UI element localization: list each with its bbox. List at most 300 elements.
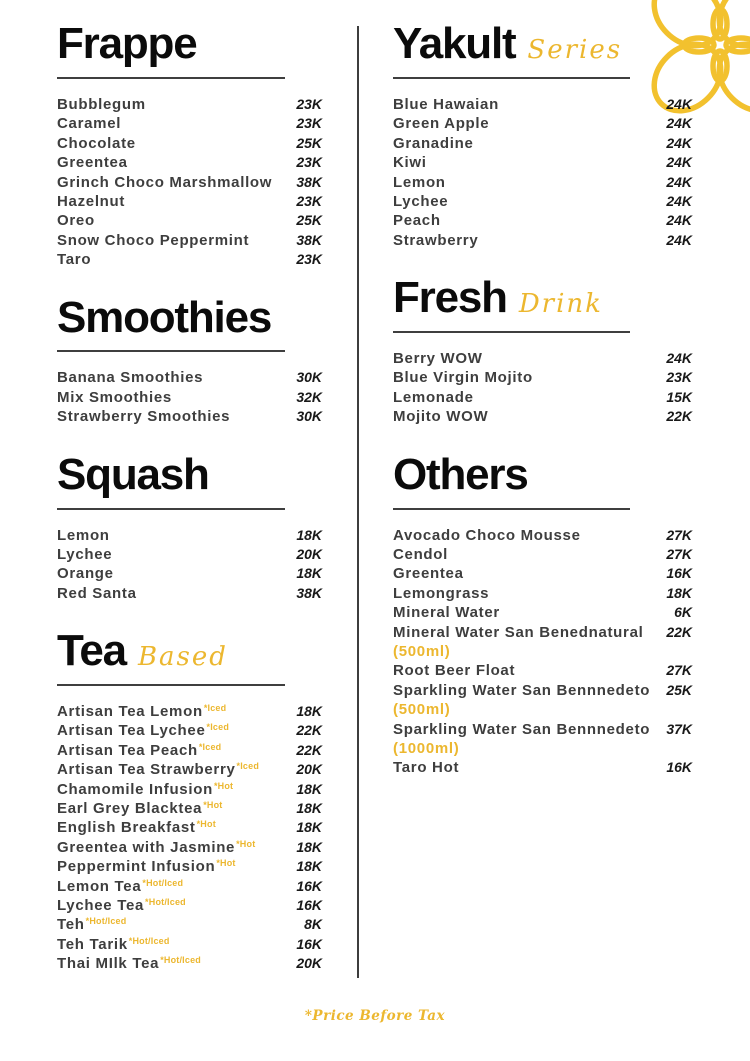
item-price: 22K bbox=[666, 408, 692, 425]
item-variant-tag: *Hot/Iced bbox=[145, 897, 186, 908]
item-name: Lemongrass bbox=[393, 584, 490, 602]
item-price: 6K bbox=[674, 604, 692, 621]
item-name-line bbox=[393, 564, 658, 583]
item-price: 16K bbox=[296, 897, 322, 914]
item-name: Berry WOW bbox=[393, 350, 483, 367]
item-name: Artisan Tea Peach bbox=[57, 741, 198, 759]
menu-list bbox=[57, 368, 322, 426]
item-price: 24K bbox=[666, 212, 692, 229]
item-price: 24K bbox=[666, 95, 692, 112]
section-title-text: Frappe bbox=[57, 19, 197, 68]
item-name-line bbox=[57, 211, 288, 230]
item-name-line bbox=[393, 349, 658, 368]
item-text bbox=[57, 760, 288, 779]
menu-item-row bbox=[57, 838, 322, 857]
item-name: Cendol bbox=[393, 545, 449, 563]
item-text bbox=[57, 192, 288, 211]
item-name: English Breakfast bbox=[57, 819, 196, 837]
section-subtitle-text: Based bbox=[137, 642, 228, 673]
item-text bbox=[57, 368, 288, 387]
section-subtitle-text: Series bbox=[527, 35, 623, 65]
item-text bbox=[393, 661, 658, 680]
menu-item-row bbox=[57, 799, 322, 818]
item-name-line bbox=[57, 915, 296, 934]
item-name-line bbox=[57, 368, 288, 387]
item-price: 23K bbox=[666, 369, 692, 386]
item-name: Hazelnut bbox=[57, 192, 126, 210]
item-name: Greentea bbox=[393, 565, 464, 583]
item-name-line bbox=[57, 173, 288, 192]
menu-item-row bbox=[393, 526, 692, 545]
menu-item-row bbox=[393, 114, 692, 133]
menu-item-row bbox=[57, 173, 322, 192]
menu-item-row bbox=[393, 95, 692, 114]
section-title-text: Smoothies bbox=[57, 292, 272, 342]
menu-item-row bbox=[393, 720, 692, 759]
item-text bbox=[393, 603, 666, 622]
section-title-text: Tea bbox=[57, 626, 126, 676]
section-title-text: Squash bbox=[57, 449, 209, 499]
item-name: Chamomile Infusion bbox=[57, 780, 213, 798]
item-variant-tag: *Hot bbox=[213, 780, 234, 791]
menu-item-row bbox=[57, 192, 322, 211]
item-name-line bbox=[57, 702, 288, 721]
item-name: Mojito WOW bbox=[393, 408, 489, 426]
item-price: 25K bbox=[296, 212, 322, 229]
item-text bbox=[393, 173, 658, 192]
item-name-line bbox=[393, 526, 658, 545]
item-text bbox=[57, 780, 288, 799]
item-name: Mix Smoothies bbox=[57, 388, 172, 406]
section-underline bbox=[393, 331, 630, 333]
item-text bbox=[57, 545, 288, 564]
item-text bbox=[57, 702, 288, 721]
item-name-line bbox=[57, 838, 288, 857]
item-name: Taro Hot bbox=[393, 759, 460, 777]
menu-item-row bbox=[393, 134, 692, 153]
item-text bbox=[57, 250, 288, 269]
menu-item-row bbox=[57, 95, 322, 114]
item-price: 18K bbox=[296, 838, 322, 855]
item-price: 22K bbox=[296, 722, 322, 739]
menu-item-row bbox=[57, 721, 322, 740]
section-underline bbox=[57, 350, 285, 352]
item-name-line bbox=[393, 211, 658, 230]
menu-item-row bbox=[393, 192, 692, 211]
item-name-line bbox=[393, 661, 658, 680]
item-price: 18K bbox=[296, 565, 322, 582]
item-text bbox=[57, 231, 288, 250]
item-price: 18K bbox=[296, 858, 322, 875]
item-name: Lemon bbox=[393, 173, 446, 191]
item-name-line bbox=[393, 95, 658, 114]
item-name: Earl Grey Blacktea bbox=[57, 800, 203, 818]
item-name: Greentea with Jasmine bbox=[57, 838, 236, 856]
item-name-line bbox=[393, 231, 658, 250]
item-price: 20K bbox=[296, 545, 322, 562]
item-name: Thai MIlk Tea bbox=[57, 955, 160, 973]
item-text bbox=[393, 349, 658, 368]
item-name: Blue Hawaian bbox=[393, 95, 499, 113]
item-price: 23K bbox=[296, 95, 322, 112]
item-name: Lemon bbox=[57, 526, 110, 544]
menu-list bbox=[57, 702, 322, 974]
item-text bbox=[393, 134, 658, 153]
section-title-text: Others bbox=[393, 449, 528, 499]
item-text bbox=[57, 95, 288, 114]
item-name-line bbox=[57, 153, 288, 172]
item-text bbox=[57, 799, 288, 818]
item-name-line bbox=[393, 407, 658, 426]
section-frappe bbox=[57, 19, 322, 270]
section-underline bbox=[393, 508, 630, 510]
item-price: 24K bbox=[666, 115, 692, 132]
item-name-line bbox=[393, 681, 658, 700]
item-text bbox=[57, 741, 288, 760]
item-variant-tag: *Hot bbox=[196, 819, 216, 830]
menu-item-row bbox=[393, 758, 692, 777]
item-name: Red Santa bbox=[57, 584, 137, 602]
menu-item-row bbox=[57, 564, 322, 583]
section-smoothies bbox=[57, 292, 322, 427]
menu-item-row bbox=[57, 702, 322, 721]
section-heading bbox=[57, 626, 322, 676]
item-name: Lychee bbox=[57, 545, 113, 563]
item-name: Teh bbox=[57, 916, 85, 934]
item-name-line bbox=[57, 545, 288, 564]
item-text bbox=[57, 954, 288, 973]
item-name-line bbox=[57, 134, 288, 153]
menu-item-row bbox=[57, 954, 322, 973]
item-variant-tag: *Hot bbox=[236, 838, 256, 849]
item-name: Oreo bbox=[57, 212, 95, 230]
item-text bbox=[57, 564, 288, 583]
section-title-text: Yakult bbox=[393, 19, 516, 68]
item-name: Lemon Tea bbox=[57, 877, 142, 895]
menu-item-row bbox=[57, 231, 322, 250]
item-name: Strawberry Smoothies bbox=[57, 408, 231, 426]
item-variant-tag: *Iced bbox=[198, 741, 222, 752]
item-text bbox=[393, 758, 658, 777]
item-size-note: (500ml) bbox=[393, 701, 451, 719]
menu-item-row bbox=[393, 368, 692, 387]
item-name: Peppermint Infusion bbox=[57, 858, 216, 876]
item-name-line bbox=[393, 758, 658, 777]
item-name: Sparkling Water San Bennnedeto bbox=[393, 681, 651, 699]
item-variant-tag: *Hot bbox=[203, 800, 223, 811]
section-underline bbox=[57, 508, 285, 510]
item-name-line bbox=[393, 153, 658, 172]
item-price: 23K bbox=[296, 251, 322, 268]
item-name: Avocado Choco Mousse bbox=[393, 526, 581, 544]
item-name-line bbox=[393, 388, 658, 407]
item-name-line bbox=[57, 114, 288, 133]
item-text bbox=[393, 368, 658, 387]
section-underline bbox=[57, 77, 285, 79]
item-variant-tag: *Hot/Iced bbox=[128, 935, 170, 946]
item-name-line bbox=[393, 584, 658, 603]
section-others bbox=[393, 449, 692, 778]
item-price: 16K bbox=[666, 565, 692, 582]
item-name-line bbox=[57, 231, 288, 250]
menu-list bbox=[393, 349, 692, 427]
item-price: 24K bbox=[666, 192, 692, 209]
item-text bbox=[393, 95, 658, 114]
item-price: 20K bbox=[296, 955, 322, 972]
menu-item-row bbox=[393, 388, 692, 407]
item-text bbox=[57, 526, 288, 545]
item-name-line bbox=[57, 857, 288, 876]
item-text bbox=[57, 896, 288, 915]
menu-item-row bbox=[57, 935, 322, 954]
item-price: 18K bbox=[666, 584, 692, 601]
item-name: Root Beer Float bbox=[393, 662, 516, 680]
item-name-line bbox=[57, 760, 288, 779]
section-squash bbox=[57, 449, 322, 604]
item-name: Lychee Tea bbox=[57, 897, 145, 915]
item-price: 38K bbox=[296, 584, 322, 601]
menu-item-row bbox=[57, 134, 322, 153]
item-name-line bbox=[393, 623, 658, 642]
menu-list bbox=[393, 95, 692, 250]
item-name-line bbox=[57, 818, 288, 837]
item-variant-tag: *Hot bbox=[216, 858, 236, 869]
item-price: 23K bbox=[296, 115, 322, 132]
item-name: Lychee bbox=[393, 192, 449, 210]
section-underline bbox=[393, 77, 630, 79]
item-price: 24K bbox=[666, 134, 692, 151]
item-text bbox=[57, 935, 288, 954]
item-name-line bbox=[393, 192, 658, 211]
item-text bbox=[393, 211, 658, 230]
item-size-note: (500ml) bbox=[393, 642, 451, 660]
menu-item-row bbox=[393, 661, 692, 680]
item-name: Peach bbox=[393, 212, 441, 230]
menu-item-row bbox=[57, 915, 322, 934]
section-yakult bbox=[393, 19, 692, 250]
item-price: 16K bbox=[296, 877, 322, 894]
section-heading bbox=[393, 449, 692, 499]
item-text bbox=[393, 720, 658, 759]
item-name-line bbox=[393, 720, 658, 739]
item-text bbox=[57, 173, 288, 192]
item-name: Green Apple bbox=[393, 115, 490, 133]
item-variant-tag: *Iced bbox=[203, 703, 227, 713]
item-name-line bbox=[57, 388, 288, 407]
item-text bbox=[57, 877, 288, 896]
item-text bbox=[57, 915, 296, 934]
item-name-line bbox=[393, 545, 658, 564]
item-name: Banana Smoothies bbox=[57, 369, 204, 387]
item-price: 27K bbox=[666, 545, 692, 562]
item-price: 27K bbox=[666, 526, 692, 543]
item-price: 38K bbox=[296, 173, 322, 190]
item-text bbox=[393, 192, 658, 211]
item-name: Sparkling Water San Bennnedeto bbox=[393, 720, 651, 738]
item-name: Kiwi bbox=[393, 154, 427, 172]
item-price: 37K bbox=[666, 720, 692, 737]
item-text bbox=[57, 153, 288, 172]
item-price: 22K bbox=[666, 623, 692, 640]
item-name-line bbox=[57, 564, 288, 583]
item-price: 38K bbox=[296, 231, 322, 248]
column-divider bbox=[357, 26, 359, 978]
menu-item-row bbox=[57, 114, 322, 133]
item-price: 24K bbox=[666, 350, 692, 366]
menu-item-row bbox=[57, 407, 322, 426]
item-text bbox=[393, 623, 658, 662]
menu-item-row bbox=[393, 211, 692, 230]
item-name: Mineral Water bbox=[393, 604, 500, 622]
item-name: Caramel bbox=[57, 115, 122, 133]
item-price: 18K bbox=[296, 526, 322, 543]
section-fresh bbox=[393, 273, 692, 427]
section-heading bbox=[393, 19, 692, 68]
item-variant-tag: *Hot/Iced bbox=[160, 955, 201, 966]
item-name-line bbox=[57, 799, 288, 818]
price-footnote: *Price Before Tax bbox=[304, 1008, 446, 1024]
item-text bbox=[393, 114, 658, 133]
item-name-line bbox=[57, 250, 288, 269]
item-text bbox=[57, 584, 288, 603]
item-price: 30K bbox=[296, 408, 322, 425]
menu-item-row bbox=[57, 545, 322, 564]
item-text bbox=[57, 721, 288, 740]
item-name: Artisan Tea Lemon bbox=[57, 703, 203, 720]
menu-item-row bbox=[393, 603, 692, 622]
item-text bbox=[57, 407, 288, 426]
item-name-line bbox=[57, 584, 288, 603]
menu-item-row bbox=[57, 388, 322, 407]
item-text bbox=[393, 407, 658, 426]
column-right bbox=[393, 19, 692, 804]
item-name: Orange bbox=[57, 565, 114, 583]
item-name-line bbox=[57, 935, 288, 954]
item-text bbox=[393, 681, 658, 720]
menu-item-row bbox=[393, 349, 692, 368]
item-price: 30K bbox=[296, 369, 322, 386]
item-price: 23K bbox=[296, 192, 322, 209]
item-text bbox=[57, 838, 288, 857]
item-price: 24K bbox=[666, 173, 692, 190]
item-name: Granadine bbox=[393, 134, 474, 152]
menu-list bbox=[57, 95, 322, 270]
item-text bbox=[57, 818, 288, 837]
item-name: Teh Tarik bbox=[57, 935, 128, 953]
item-name: Snow Choco Peppermint bbox=[57, 231, 250, 249]
menu-item-row bbox=[393, 623, 692, 662]
item-name: Grinch Choco Marshmallow bbox=[57, 173, 273, 191]
item-price: 24K bbox=[666, 154, 692, 171]
item-price: 18K bbox=[296, 703, 322, 719]
menu-item-row bbox=[393, 564, 692, 583]
menu-item-row bbox=[393, 545, 692, 564]
item-price: 22K bbox=[296, 741, 322, 758]
item-name: Artisan Tea Lychee bbox=[57, 722, 206, 740]
item-variant-tag: *Hot/Iced bbox=[142, 877, 184, 888]
item-name-line bbox=[57, 741, 288, 760]
item-name-line bbox=[57, 780, 288, 799]
item-text bbox=[393, 526, 658, 545]
column-left bbox=[57, 19, 322, 1000]
menu-item-row bbox=[57, 780, 322, 799]
item-name-line bbox=[393, 114, 658, 133]
item-text bbox=[57, 211, 288, 230]
item-name-line bbox=[57, 95, 288, 114]
item-variant-tag: *Hot/Iced bbox=[85, 916, 127, 927]
section-heading bbox=[57, 449, 322, 499]
menu-item-row bbox=[393, 173, 692, 192]
menu-list bbox=[57, 526, 322, 604]
menu-item-row bbox=[57, 368, 322, 387]
menu-item-row bbox=[393, 584, 692, 603]
item-name: Strawberry bbox=[393, 231, 479, 249]
menu-item-row bbox=[57, 153, 322, 172]
item-name: Artisan Tea Strawberry bbox=[57, 761, 236, 779]
item-name: Mineral Water San Benednatural bbox=[393, 623, 644, 641]
section-underline bbox=[57, 684, 285, 686]
item-name: Chocolate bbox=[57, 134, 136, 152]
section-subtitle-text: Drink bbox=[518, 289, 603, 320]
menu-item-row bbox=[393, 153, 692, 172]
item-price: 24K bbox=[666, 231, 692, 248]
menu-item-row bbox=[57, 526, 322, 545]
item-name: Lemonade bbox=[393, 388, 474, 406]
menu-item-row bbox=[57, 857, 322, 876]
menu-item-row bbox=[57, 584, 322, 603]
item-price: 8K bbox=[304, 916, 322, 933]
item-text bbox=[393, 545, 658, 564]
item-text bbox=[57, 134, 288, 153]
menu-item-row bbox=[393, 231, 692, 250]
item-text bbox=[57, 114, 288, 133]
menu-item-row bbox=[393, 681, 692, 720]
section-title-text: Fresh bbox=[393, 273, 507, 323]
item-name: Taro bbox=[57, 251, 92, 269]
item-price: 20K bbox=[296, 761, 322, 778]
item-name-line bbox=[57, 721, 288, 740]
item-name-line bbox=[57, 954, 288, 973]
item-price: 23K bbox=[296, 154, 322, 171]
item-price: 18K bbox=[296, 780, 322, 797]
section-heading bbox=[57, 292, 322, 342]
section-tea bbox=[57, 626, 322, 974]
item-text bbox=[393, 153, 658, 172]
item-price: 27K bbox=[666, 662, 692, 679]
menu-list bbox=[393, 526, 692, 778]
item-name-line bbox=[393, 173, 658, 192]
item-price: 16K bbox=[666, 759, 692, 776]
item-name-line bbox=[57, 192, 288, 211]
item-size-note: (1000ml) bbox=[393, 739, 460, 757]
menu-item-row bbox=[57, 760, 322, 779]
item-price: 25K bbox=[296, 134, 322, 151]
item-text bbox=[393, 388, 658, 407]
item-name: Blue Virgin Mojito bbox=[393, 369, 533, 387]
item-name-line bbox=[57, 407, 288, 426]
item-name-line bbox=[57, 896, 288, 915]
item-price: 16K bbox=[296, 935, 322, 952]
item-name-line bbox=[393, 134, 658, 153]
item-price: 32K bbox=[296, 388, 322, 405]
section-heading bbox=[393, 273, 692, 323]
menu-item-row bbox=[57, 741, 322, 760]
item-text bbox=[393, 564, 658, 583]
menu-item-row bbox=[57, 818, 322, 837]
item-variant-tag: *Iced bbox=[206, 722, 230, 733]
menu-item-row bbox=[57, 896, 322, 915]
menu-item-row bbox=[57, 211, 322, 230]
